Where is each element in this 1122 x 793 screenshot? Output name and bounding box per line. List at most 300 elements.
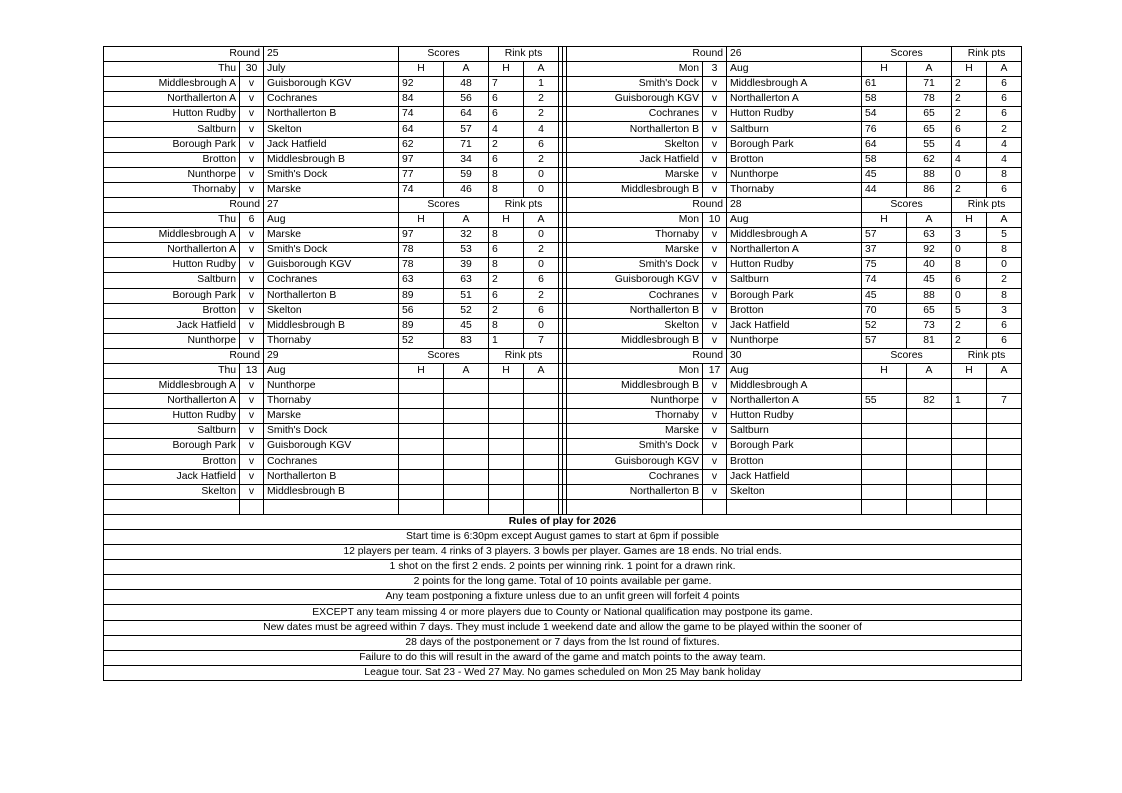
rink-away: 6 <box>987 333 1022 348</box>
away-team: Skelton <box>264 122 399 137</box>
score-home-header: H <box>862 363 907 378</box>
away-team: Nunthorpe <box>727 167 862 182</box>
round-number: 28 <box>727 197 862 212</box>
versus: v <box>240 484 264 499</box>
home-team: Hutton Rudby <box>104 409 240 424</box>
away-team: Skelton <box>264 303 399 318</box>
home-team: Nunthorpe <box>104 167 240 182</box>
versus: v <box>240 122 264 137</box>
away-team: Saltburn <box>727 122 862 137</box>
rink-home <box>489 409 524 424</box>
versus: v <box>703 258 727 273</box>
versus: v <box>240 394 264 409</box>
home-team: Cochranes <box>567 288 703 303</box>
score-away: 65 <box>907 303 952 318</box>
spacer-row <box>104 499 1022 514</box>
date-row <box>104 363 1022 378</box>
rink-home-header: H <box>952 213 987 228</box>
score-away: 57 <box>444 122 489 137</box>
rule-row <box>104 620 1022 635</box>
score-away <box>444 424 489 439</box>
rink-home: 2 <box>952 107 987 122</box>
empty-cell <box>862 499 907 514</box>
round-day: Mon <box>567 62 703 77</box>
table-row <box>104 122 1022 137</box>
rink-away: 6 <box>524 303 559 318</box>
away-team: Smith's Dock <box>264 167 399 182</box>
versus: v <box>703 273 727 288</box>
rink-away: 6 <box>987 77 1022 92</box>
versus: v <box>703 107 727 122</box>
table-row <box>104 469 1022 484</box>
rule-row <box>104 605 1022 620</box>
rink-away: 3 <box>987 303 1022 318</box>
home-team: Middlesbrough B <box>567 379 703 394</box>
rink-home: 2 <box>952 333 987 348</box>
table-row <box>104 107 1022 122</box>
versus: v <box>240 469 264 484</box>
rink-home <box>489 484 524 499</box>
rink-home: 2 <box>489 137 524 152</box>
score-away: 86 <box>907 182 952 197</box>
rink-away <box>987 484 1022 499</box>
home-team: Guisborough KGV <box>567 273 703 288</box>
score-away: 71 <box>444 137 489 152</box>
rink-home <box>489 424 524 439</box>
home-team: Thornaby <box>104 182 240 197</box>
score-away: 82 <box>907 394 952 409</box>
score-home <box>862 424 907 439</box>
score-home <box>862 469 907 484</box>
rink-away-header: A <box>987 363 1022 378</box>
score-away: 45 <box>444 318 489 333</box>
rink-home: 6 <box>489 243 524 258</box>
empty-cell <box>399 499 444 514</box>
home-team: Middlesbrough B <box>567 182 703 197</box>
score-away: 88 <box>907 167 952 182</box>
away-team: Middlesbrough B <box>264 152 399 167</box>
rink-home <box>952 424 987 439</box>
away-team: Brotton <box>727 152 862 167</box>
home-team: Northallerton B <box>567 484 703 499</box>
rule-row <box>104 545 1022 560</box>
score-home <box>399 439 444 454</box>
empty-cell <box>703 499 727 514</box>
rink-home: 6 <box>489 107 524 122</box>
versus: v <box>703 137 727 152</box>
away-team: Saltburn <box>727 424 862 439</box>
rink-home: 0 <box>952 167 987 182</box>
empty-cell <box>952 499 987 514</box>
scores-header: Scores <box>862 348 952 363</box>
round-date: 3 <box>703 62 727 77</box>
score-away: 53 <box>444 243 489 258</box>
score-home: 45 <box>862 288 907 303</box>
empty-cell <box>727 499 862 514</box>
score-home <box>399 424 444 439</box>
score-home <box>862 409 907 424</box>
away-team: Jack Hatfield <box>727 318 862 333</box>
score-home-header: H <box>399 213 444 228</box>
away-team: Skelton <box>727 484 862 499</box>
rink-away-header: A <box>987 62 1022 77</box>
versus: v <box>703 167 727 182</box>
rink-away <box>987 379 1022 394</box>
round-day: Mon <box>567 363 703 378</box>
score-home <box>862 454 907 469</box>
home-team: Thornaby <box>567 228 703 243</box>
rink-home-header: H <box>489 62 524 77</box>
away-team: Middlesbrough A <box>727 228 862 243</box>
rule-row <box>104 530 1022 545</box>
score-home: 61 <box>862 77 907 92</box>
rink-away: 0 <box>987 258 1022 273</box>
rink-home: 2 <box>952 182 987 197</box>
score-away: 63 <box>907 228 952 243</box>
rink-away: 2 <box>524 152 559 167</box>
table-row <box>104 439 1022 454</box>
round-header-row <box>104 197 1022 212</box>
home-team: Northallerton A <box>104 243 240 258</box>
table-row <box>104 424 1022 439</box>
home-team: Middlesbrough A <box>104 228 240 243</box>
table-row <box>104 379 1022 394</box>
rink-away <box>987 439 1022 454</box>
rink-away <box>987 409 1022 424</box>
rink-pts-header: Rink pts <box>952 197 1022 212</box>
rink-home <box>952 454 987 469</box>
rink-away: 0 <box>524 228 559 243</box>
rink-pts-header: Rink pts <box>489 47 559 62</box>
home-team: Jack Hatfield <box>104 469 240 484</box>
score-away: 40 <box>907 258 952 273</box>
score-home: 70 <box>862 303 907 318</box>
away-team: Guisborough KGV <box>264 258 399 273</box>
empty-cell <box>444 499 489 514</box>
rule-line: EXCEPT any team missing 4 or more players due to County or National qualification may postpone its game. <box>104 605 1022 620</box>
away-team: Thornaby <box>264 333 399 348</box>
table-row <box>104 152 1022 167</box>
away-team: Thornaby <box>727 182 862 197</box>
home-team: Marske <box>567 424 703 439</box>
score-away-header: A <box>907 213 952 228</box>
score-home: 45 <box>862 167 907 182</box>
score-away <box>907 424 952 439</box>
score-away: 32 <box>444 228 489 243</box>
score-away <box>444 409 489 424</box>
away-team: Northallerton B <box>264 107 399 122</box>
table-row <box>104 333 1022 348</box>
rink-home <box>489 394 524 409</box>
rink-home: 2 <box>952 92 987 107</box>
rule-line: 2 points for the long game. Total of 10 points available per game. <box>104 575 1022 590</box>
score-home: 58 <box>862 92 907 107</box>
fixtures-sheet <box>103 46 1018 732</box>
home-team: Nunthorpe <box>104 333 240 348</box>
versus: v <box>703 228 727 243</box>
score-away-header: A <box>444 213 489 228</box>
home-team: Skelton <box>567 137 703 152</box>
rink-away: 4 <box>524 122 559 137</box>
score-away: 63 <box>444 273 489 288</box>
home-team: Saltburn <box>104 424 240 439</box>
versus: v <box>703 394 727 409</box>
home-team: Thornaby <box>567 409 703 424</box>
versus: v <box>703 318 727 333</box>
versus: v <box>240 92 264 107</box>
rink-home <box>489 469 524 484</box>
score-home <box>862 379 907 394</box>
score-away: 65 <box>907 122 952 137</box>
empty-cell <box>489 499 524 514</box>
versus: v <box>703 182 727 197</box>
date-row <box>104 62 1022 77</box>
away-team: Brotton <box>727 454 862 469</box>
score-away-header: A <box>444 62 489 77</box>
home-team: Nunthorpe <box>567 394 703 409</box>
score-home: 58 <box>862 152 907 167</box>
table-row <box>104 77 1022 92</box>
score-away: 62 <box>907 152 952 167</box>
rink-away-header: A <box>524 213 559 228</box>
table-row <box>104 303 1022 318</box>
score-home: 76 <box>862 122 907 137</box>
round-date: 10 <box>703 213 727 228</box>
rink-away: 0 <box>524 258 559 273</box>
versus: v <box>240 243 264 258</box>
away-team: Northallerton B <box>264 288 399 303</box>
home-team: Middlesbrough A <box>104 379 240 394</box>
home-team: Guisborough KGV <box>567 92 703 107</box>
score-away: 56 <box>444 92 489 107</box>
away-team: Jack Hatfield <box>264 137 399 152</box>
versus: v <box>703 288 727 303</box>
table-row <box>104 258 1022 273</box>
versus: v <box>240 439 264 454</box>
rink-home: 4 <box>489 122 524 137</box>
rink-home <box>489 439 524 454</box>
versus: v <box>703 303 727 318</box>
round-number: 25 <box>264 47 399 62</box>
rink-away <box>524 439 559 454</box>
away-team: Cochranes <box>264 454 399 469</box>
score-away: 81 <box>907 333 952 348</box>
round-number: 27 <box>264 197 399 212</box>
versus: v <box>703 152 727 167</box>
round-label: Round <box>104 197 264 212</box>
rink-away: 0 <box>524 318 559 333</box>
versus: v <box>240 137 264 152</box>
versus: v <box>240 303 264 318</box>
rink-away <box>524 409 559 424</box>
versus: v <box>240 107 264 122</box>
home-team: Cochranes <box>567 469 703 484</box>
rink-away: 2 <box>987 122 1022 137</box>
away-team: Marske <box>264 409 399 424</box>
score-home: 78 <box>399 258 444 273</box>
rule-row <box>104 650 1022 665</box>
scores-header: Scores <box>399 47 489 62</box>
score-home: 55 <box>862 394 907 409</box>
home-team: Jack Hatfield <box>567 152 703 167</box>
rink-away <box>524 394 559 409</box>
score-away: 55 <box>907 137 952 152</box>
away-team: Smith's Dock <box>264 243 399 258</box>
rink-away: 2 <box>524 107 559 122</box>
round-label: Round <box>567 197 727 212</box>
score-home: 78 <box>399 243 444 258</box>
score-home: 77 <box>399 167 444 182</box>
round-date: 30 <box>240 62 264 77</box>
away-team: Hutton Rudby <box>727 409 862 424</box>
away-team: Borough Park <box>727 439 862 454</box>
round-month: July <box>264 62 399 77</box>
rink-home <box>952 439 987 454</box>
score-home: 52 <box>862 318 907 333</box>
score-home: 84 <box>399 92 444 107</box>
versus: v <box>240 258 264 273</box>
round-month: Aug <box>727 62 862 77</box>
score-away: 88 <box>907 288 952 303</box>
rink-pts-header: Rink pts <box>952 47 1022 62</box>
score-home: 56 <box>399 303 444 318</box>
home-team: Jack Hatfield <box>104 318 240 333</box>
rules-title: Rules of play for 2026 <box>104 514 1022 529</box>
away-team: Marske <box>264 182 399 197</box>
table-row <box>104 167 1022 182</box>
empty-cell <box>240 499 264 514</box>
rink-home <box>952 409 987 424</box>
away-team: Smith's Dock <box>264 424 399 439</box>
score-home-header: H <box>399 363 444 378</box>
rink-away: 5 <box>987 228 1022 243</box>
home-team: Guisborough KGV <box>567 454 703 469</box>
score-home <box>399 469 444 484</box>
rink-away: 7 <box>987 394 1022 409</box>
home-team: Northallerton B <box>567 122 703 137</box>
scores-header: Scores <box>399 348 489 363</box>
table-row <box>104 243 1022 258</box>
score-away: 51 <box>444 288 489 303</box>
score-home: 89 <box>399 288 444 303</box>
rink-home: 0 <box>952 288 987 303</box>
rink-away: 8 <box>987 288 1022 303</box>
home-team: Brotton <box>104 303 240 318</box>
versus: v <box>240 409 264 424</box>
round-month: Aug <box>264 363 399 378</box>
rink-away: 6 <box>987 318 1022 333</box>
rink-pts-header: Rink pts <box>489 348 559 363</box>
home-team: Hutton Rudby <box>104 107 240 122</box>
rink-away <box>524 454 559 469</box>
versus: v <box>240 77 264 92</box>
rink-home <box>489 379 524 394</box>
rink-away: 6 <box>987 92 1022 107</box>
score-home: 44 <box>862 182 907 197</box>
score-home <box>399 409 444 424</box>
home-team: Cochranes <box>567 107 703 122</box>
empty-cell <box>264 499 399 514</box>
rink-away: 4 <box>987 137 1022 152</box>
empty-cell <box>104 499 240 514</box>
rink-home <box>489 454 524 469</box>
scores-header: Scores <box>862 197 952 212</box>
score-away: 64 <box>444 107 489 122</box>
score-away: 78 <box>907 92 952 107</box>
score-home-header: H <box>862 62 907 77</box>
rule-row <box>104 635 1022 650</box>
away-team: Hutton Rudby <box>727 107 862 122</box>
away-team: Guisborough KGV <box>264 439 399 454</box>
round-day: Thu <box>104 62 240 77</box>
round-month: Aug <box>727 363 862 378</box>
away-team: Northallerton B <box>264 469 399 484</box>
score-home: 64 <box>399 122 444 137</box>
rink-home: 6 <box>952 273 987 288</box>
round-label: Round <box>567 348 727 363</box>
away-team: Middlesbrough A <box>727 77 862 92</box>
home-team: Middlesbrough A <box>104 77 240 92</box>
round-label: Round <box>104 47 264 62</box>
rink-home: 2 <box>489 303 524 318</box>
round-number: 29 <box>264 348 399 363</box>
home-team: Smith's Dock <box>567 77 703 92</box>
away-team: Middlesbrough B <box>264 318 399 333</box>
table-row <box>104 288 1022 303</box>
score-home: 97 <box>399 152 444 167</box>
score-away <box>907 439 952 454</box>
home-team: Borough Park <box>104 137 240 152</box>
round-number: 26 <box>727 47 862 62</box>
versus: v <box>240 424 264 439</box>
away-team: Northallerton A <box>727 394 862 409</box>
date-row <box>104 213 1022 228</box>
away-team: Nunthorpe <box>264 379 399 394</box>
home-team: Borough Park <box>104 439 240 454</box>
rink-home: 4 <box>952 152 987 167</box>
rink-away-header: A <box>987 213 1022 228</box>
versus: v <box>703 379 727 394</box>
away-team: Borough Park <box>727 288 862 303</box>
away-team: Cochranes <box>264 92 399 107</box>
round-date: 17 <box>703 363 727 378</box>
round-label: Round <box>567 47 727 62</box>
home-team: Smith's Dock <box>567 439 703 454</box>
score-home <box>399 484 444 499</box>
round-day: Thu <box>104 363 240 378</box>
rink-home: 7 <box>489 77 524 92</box>
home-team: Skelton <box>104 484 240 499</box>
rink-home <box>952 379 987 394</box>
score-away: 92 <box>907 243 952 258</box>
table-row <box>104 484 1022 499</box>
empty-cell <box>987 499 1022 514</box>
rink-home <box>952 484 987 499</box>
score-away <box>444 454 489 469</box>
score-away: 46 <box>444 182 489 197</box>
versus: v <box>240 273 264 288</box>
score-home: 74 <box>862 273 907 288</box>
score-away: 52 <box>444 303 489 318</box>
versus: v <box>240 182 264 197</box>
home-team: Northallerton A <box>104 394 240 409</box>
scores-header: Scores <box>399 197 489 212</box>
home-team: Marske <box>567 243 703 258</box>
table-row <box>104 182 1022 197</box>
rink-pts-header: Rink pts <box>952 348 1022 363</box>
away-team: Saltburn <box>727 273 862 288</box>
table-row <box>104 228 1022 243</box>
